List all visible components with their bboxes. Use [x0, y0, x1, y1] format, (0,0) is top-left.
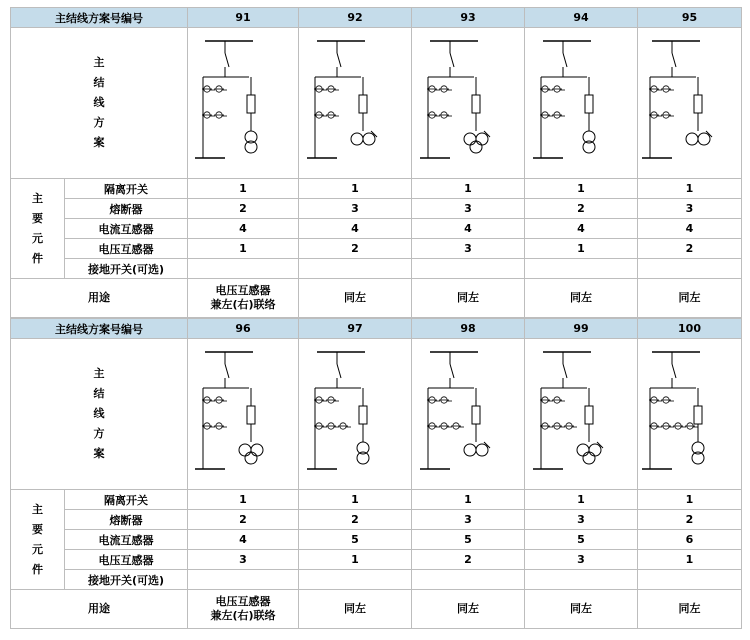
- current-transformer-symbol: [214, 397, 227, 403]
- component-count: 2: [299, 239, 412, 259]
- current-transformer-symbol: [439, 423, 452, 429]
- label-char: 结: [93, 387, 105, 400]
- label-char: 主: [93, 56, 105, 69]
- disconnect-switch-blade: [450, 53, 454, 67]
- use-cell: [188, 590, 299, 629]
- voltage-transformer-symbol: [363, 133, 375, 145]
- component-count: 3: [188, 550, 299, 570]
- component-name: 电压互感器: [65, 550, 188, 570]
- scheme-number: 100: [638, 319, 742, 339]
- disconnect-switch-blade: [563, 53, 567, 67]
- current-transformer-symbol: [427, 86, 440, 92]
- current-transformer-symbol: [540, 397, 553, 403]
- current-transformer-symbol: [202, 86, 215, 92]
- label-char: 案: [93, 136, 105, 149]
- component-count: 1: [638, 490, 742, 510]
- label-char: 结: [93, 76, 105, 89]
- component-count: 4: [188, 530, 299, 550]
- disconnect-switch-blade: [225, 364, 229, 378]
- current-transformer-symbol: [439, 112, 452, 118]
- component-name: 熔断器: [65, 510, 188, 530]
- component-count: 1: [525, 239, 638, 259]
- component-count: [299, 259, 412, 279]
- fuse-symbol: [472, 406, 480, 424]
- label-char: 件: [32, 562, 43, 576]
- wiring-diagram: [418, 33, 518, 173]
- fuse-symbol: [694, 95, 702, 113]
- use-cell: 同左: [299, 279, 412, 318]
- label-char: 主: [32, 502, 43, 516]
- use-cell: 同左: [412, 279, 525, 318]
- fuse-symbol: [472, 95, 480, 113]
- disconnect-switch-blade: [337, 364, 341, 378]
- scheme-number: 95: [638, 8, 742, 28]
- use-line: 电压互感器: [215, 284, 271, 297]
- wiring-diagram: [531, 344, 631, 484]
- component-count: 3: [299, 199, 412, 219]
- component-count: 4: [299, 219, 412, 239]
- wiring-diagram-cell: [525, 28, 638, 179]
- use-cell: 同左: [412, 590, 525, 629]
- component-count: 1: [525, 490, 638, 510]
- use-line: 电压互感器: [215, 595, 271, 608]
- component-count: [412, 570, 525, 590]
- current-transformer-symbol: [427, 112, 440, 118]
- current-transformer-symbol: [326, 86, 339, 92]
- current-transformer-symbol: [338, 423, 351, 429]
- current-transformer-symbol: [451, 423, 464, 429]
- disconnect-switch-blade: [225, 53, 229, 67]
- current-transformer-symbol: [564, 423, 577, 429]
- current-transformer-symbol: [326, 397, 339, 403]
- component-count: 3: [525, 510, 638, 530]
- use-cell: 同左: [638, 279, 742, 318]
- component-count: 2: [299, 510, 412, 530]
- scheme-number: 93: [412, 8, 525, 28]
- current-transformer-symbol: [661, 397, 674, 403]
- header-label: 主结线方案号编号: [11, 8, 188, 28]
- current-transformer-symbol: [552, 86, 565, 92]
- scheme-number: 92: [299, 8, 412, 28]
- scheme-table-2: [10, 318, 742, 629]
- component-count: 2: [638, 510, 742, 530]
- label-char: 线: [93, 407, 105, 420]
- current-transformer-symbol: [540, 86, 553, 92]
- component-count: 3: [412, 510, 525, 530]
- current-transformer-symbol: [202, 397, 215, 403]
- label-char: 方: [93, 427, 105, 440]
- current-transformer-symbol: [439, 397, 452, 403]
- voltage-transformer-symbol: [464, 133, 476, 145]
- component-name: 电流互感器: [65, 219, 188, 239]
- component-count: 4: [638, 219, 742, 239]
- component-count: 1: [188, 179, 299, 199]
- voltage-transformer-symbol: [589, 444, 601, 456]
- scheme-number: 99: [525, 319, 638, 339]
- voltage-transformer-symbol: [686, 133, 698, 145]
- component-group-label: [11, 179, 65, 279]
- wiring-diagram-cell: [412, 339, 525, 490]
- voltage-transformer-symbol: [476, 133, 488, 145]
- fuse-symbol: [359, 406, 367, 424]
- disconnect-switch-blade: [450, 364, 454, 378]
- component-count: 1: [638, 179, 742, 199]
- wiring-diagram: [531, 33, 631, 173]
- disconnect-switch-blade: [337, 53, 341, 67]
- component-count: [299, 570, 412, 590]
- use-line: 兼左(右)联络: [210, 298, 276, 311]
- component-count: 4: [188, 219, 299, 239]
- component-count: [638, 259, 742, 279]
- current-transformer-symbol: [202, 423, 215, 429]
- current-transformer-symbol: [214, 423, 227, 429]
- voltage-transformer-symbol: [577, 444, 589, 456]
- wiring-diagram: [640, 33, 740, 173]
- component-count: 3: [412, 239, 525, 259]
- use-label: 用途: [11, 279, 188, 318]
- component-count: 1: [299, 550, 412, 570]
- scheme-number: 94: [525, 8, 638, 28]
- component-name: 电流互感器: [65, 530, 188, 550]
- wiring-diagram: [305, 344, 405, 484]
- use-cell: 同左: [299, 590, 412, 629]
- component-count: 1: [638, 550, 742, 570]
- component-count: 3: [638, 199, 742, 219]
- component-count: 5: [299, 530, 412, 550]
- use-cell: 同左: [638, 590, 742, 629]
- component-count: 2: [638, 239, 742, 259]
- fuse-symbol: [694, 406, 702, 424]
- current-transformer-symbol: [314, 423, 327, 429]
- current-transformer-symbol: [673, 423, 686, 429]
- current-transformer-symbol: [314, 86, 327, 92]
- label-char: 元: [32, 231, 43, 245]
- label-char: 主: [32, 191, 43, 205]
- component-count: 2: [525, 199, 638, 219]
- component-name: 熔断器: [65, 199, 188, 219]
- scheme-table-1: [10, 7, 742, 318]
- component-count: 5: [412, 530, 525, 550]
- component-count: 3: [412, 199, 525, 219]
- component-count: [188, 570, 299, 590]
- current-transformer-symbol: [439, 86, 452, 92]
- wiring-diagram: [640, 344, 740, 484]
- fuse-symbol: [247, 95, 255, 113]
- current-transformer-symbol: [540, 112, 553, 118]
- current-transformer-symbol: [214, 86, 227, 92]
- component-count: 1: [412, 179, 525, 199]
- current-transformer-symbol: [649, 112, 662, 118]
- fuse-symbol: [585, 406, 593, 424]
- voltage-transformer-symbol: [245, 452, 257, 464]
- component-count: 2: [188, 199, 299, 219]
- use-cell: [188, 279, 299, 318]
- component-count: 1: [525, 179, 638, 199]
- component-count: 1: [299, 179, 412, 199]
- current-transformer-symbol: [326, 423, 339, 429]
- label-char: 线: [93, 96, 105, 109]
- component-count: 3: [525, 550, 638, 570]
- wiring-diagram: [418, 344, 518, 484]
- component-count: 4: [412, 219, 525, 239]
- scheme-number: 96: [188, 319, 299, 339]
- voltage-transformer-symbol: [470, 141, 482, 153]
- disconnect-switch-blade: [672, 53, 676, 67]
- current-transformer-symbol: [661, 112, 674, 118]
- header-label: 主结线方案号编号: [11, 319, 188, 339]
- disconnect-switch-blade: [672, 364, 676, 378]
- component-name: 隔离开关: [65, 490, 188, 510]
- current-transformer-symbol: [326, 112, 339, 118]
- component-name: 接地开关(可选): [65, 570, 188, 590]
- component-name: 隔离开关: [65, 179, 188, 199]
- fuse-symbol: [585, 95, 593, 113]
- scheme-number: 97: [299, 319, 412, 339]
- use-cell: 同左: [525, 279, 638, 318]
- component-count: [525, 259, 638, 279]
- component-count: 5: [525, 530, 638, 550]
- label-char: 案: [93, 447, 105, 460]
- wiring-diagram-cell: [299, 339, 412, 490]
- voltage-transformer-symbol: [239, 444, 251, 456]
- voltage-transformer-symbol: [351, 133, 363, 145]
- label-char: 主: [93, 367, 105, 380]
- label-char: 元: [32, 542, 43, 556]
- component-count: 1: [188, 490, 299, 510]
- current-transformer-symbol: [540, 423, 553, 429]
- use-label: 用途: [11, 590, 188, 629]
- component-name: 电压互感器: [65, 239, 188, 259]
- wiring-diagram-cell: [412, 28, 525, 179]
- current-transformer-symbol: [552, 397, 565, 403]
- fuse-symbol: [359, 95, 367, 113]
- wiring-diagram-cell: [638, 28, 742, 179]
- wiring-diagram-cell: [188, 28, 299, 179]
- component-count: [525, 570, 638, 590]
- label-char: 方: [93, 116, 105, 129]
- component-count: [188, 259, 299, 279]
- scheme-row-label: [11, 339, 188, 490]
- scheme-row-label: [11, 28, 188, 179]
- component-count: 6: [638, 530, 742, 550]
- wiring-diagram-cell: [299, 28, 412, 179]
- component-count: [638, 570, 742, 590]
- component-name: 接地开关(可选): [65, 259, 188, 279]
- current-transformer-symbol: [427, 397, 440, 403]
- component-count: 4: [525, 219, 638, 239]
- wiring-diagram-cell: [638, 339, 742, 490]
- use-line: 兼左(右)联络: [210, 609, 276, 622]
- voltage-transformer-symbol: [583, 452, 595, 464]
- voltage-transformer-symbol: [251, 444, 263, 456]
- label-char: 要: [32, 211, 43, 225]
- component-group-label: [11, 490, 65, 590]
- current-transformer-symbol: [649, 86, 662, 92]
- wiring-diagram: [305, 33, 405, 173]
- component-count: 1: [188, 239, 299, 259]
- current-transformer-symbol: [427, 423, 440, 429]
- current-transformer-symbol: [661, 86, 674, 92]
- voltage-transformer-symbol: [464, 444, 476, 456]
- current-transformer-symbol: [202, 112, 215, 118]
- wiring-diagram-cell: [525, 339, 638, 490]
- wiring-diagram: [193, 33, 293, 173]
- current-transformer-symbol: [314, 397, 327, 403]
- label-char: 件: [32, 251, 43, 265]
- current-transformer-symbol: [552, 423, 565, 429]
- component-count: 1: [299, 490, 412, 510]
- wiring-diagram-cell: [188, 339, 299, 490]
- voltage-transformer-symbol: [476, 444, 488, 456]
- component-count: 1: [412, 490, 525, 510]
- disconnect-switch-blade: [563, 364, 567, 378]
- current-transformer-symbol: [649, 397, 662, 403]
- current-transformer-symbol: [214, 112, 227, 118]
- voltage-transformer-symbol: [698, 133, 710, 145]
- component-count: 2: [188, 510, 299, 530]
- wiring-diagram: [193, 344, 293, 484]
- component-count: 2: [412, 550, 525, 570]
- component-count: [412, 259, 525, 279]
- fuse-symbol: [247, 406, 255, 424]
- current-transformer-symbol: [552, 112, 565, 118]
- scheme-number: 91: [188, 8, 299, 28]
- scheme-number: 98: [412, 319, 525, 339]
- label-char: 要: [32, 522, 43, 536]
- use-cell: 同左: [525, 590, 638, 629]
- current-transformer-symbol: [661, 423, 674, 429]
- current-transformer-symbol: [314, 112, 327, 118]
- current-transformer-symbol: [649, 423, 662, 429]
